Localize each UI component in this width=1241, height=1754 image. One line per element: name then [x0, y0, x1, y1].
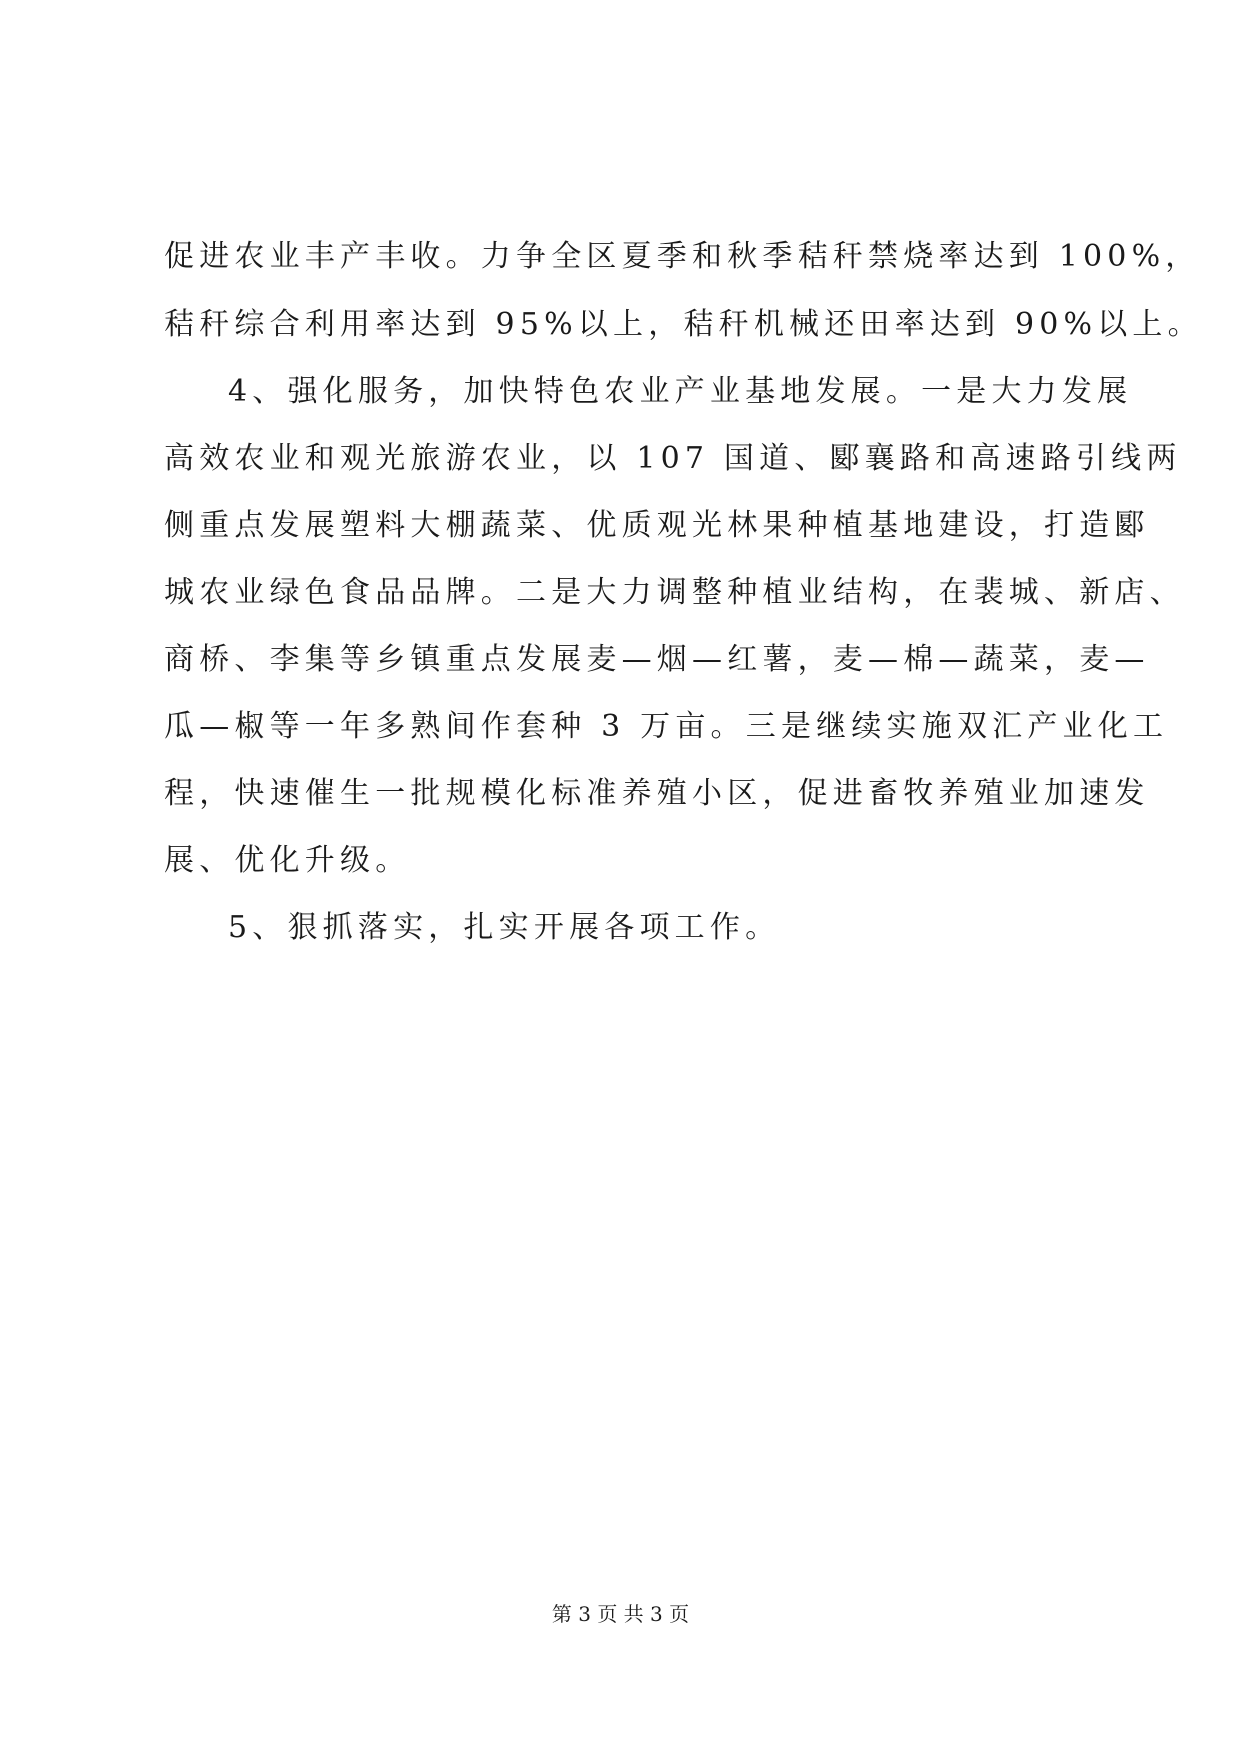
text-line: 商桥、李集等乡镇重点发展麦—烟—红薯，麦—棉—蔬菜，麦—: [164, 642, 1150, 677]
text-line: 程，快速催生一批规模化标准养殖小区，促进畜牧养殖业加速发: [164, 776, 1150, 811]
paragraph-4-start: 4、强化服务，加快特色农业产业基地发展。一是大力发展: [228, 374, 1133, 409]
text-line: 瓜—椒等一年多熟间作套种 3 万亩。三是继续实施双汇产业化工: [164, 709, 1169, 744]
text-line: 城农业绿色食品品牌。二是大力调整种植业结构，在裴城、新店、: [164, 575, 1185, 610]
text-line: 展、优化升级。: [164, 843, 411, 878]
paragraph-5-start: 5、狠抓落实，扎实开展各项工作。: [228, 910, 781, 945]
text-line: 促进农业丰产丰收。力争全区夏季和秋季秸秆禁烧率达到 100%，: [164, 239, 1201, 274]
text-line: 高效农业和观光旅游农业，以 107 国道、郾襄路和高速路引线两: [164, 441, 1182, 476]
text-line: 侧重点发展塑料大棚蔬菜、优质观光林果种植基地建设，打造郾: [164, 508, 1150, 543]
text-line: 秸秆综合利用率达到 95%以上，秸秆机械还田率达到 90%以上。: [164, 307, 1203, 342]
page-footer: 第 3 页 共 3 页: [551, 1602, 690, 1626]
